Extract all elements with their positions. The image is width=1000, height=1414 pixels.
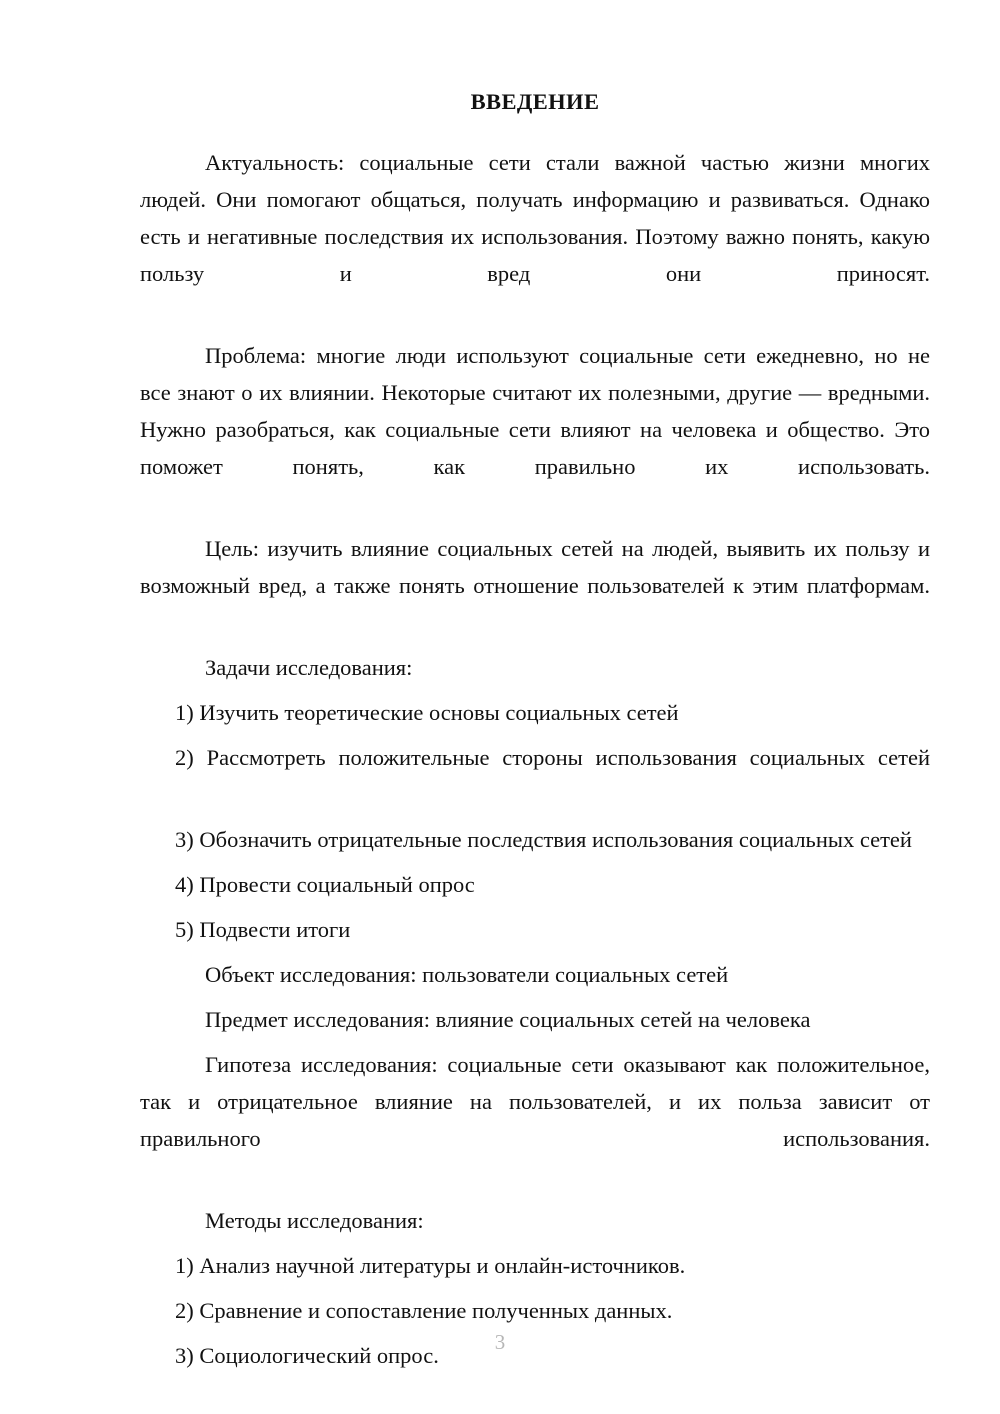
paragraph-relevance: Актуальность: социальные сети стали важной частью жизни многих людей. Они помогают общаться, получать информацию и развиваться. Однако есть и негативные последствия их использования. Поэтому важно понять, какую пользу и вред они приносят. <box>140 150 930 287</box>
task-item-2: 2) Рассмотреть положительные стороны использования социальных сетей <box>175 745 930 771</box>
method-item-3: 3) Социологический опрос. <box>175 1343 439 1369</box>
task-item-3: 3) Обозначить отрицательные последствия использования социальных сетей <box>175 827 912 853</box>
task-item-4: 4) Провести социальный опрос <box>175 872 475 898</box>
paragraph-problem: Проблема: многие люди используют социальные сети ежедневно, но не все знают о их влиянии. Некоторые считают их полезными, другие — вредными. Нужно разобраться, как социальные сети влияют на человека и общество. Это поможет понять, как правильно их использовать. <box>140 343 930 480</box>
tasks-heading: Задачи исследования: <box>205 655 413 681</box>
object-of-research: Объект исследования: пользователи социальных сетей <box>205 962 729 988</box>
methods-heading: Методы исследования: <box>205 1208 424 1234</box>
method-item-2: 2) Сравнение и сопоставление полученных данных. <box>175 1298 673 1324</box>
subject-of-research: Предмет исследования: влияние социальных сетей на человека <box>205 1007 811 1033</box>
paragraph-goal: Цель: изучить влияние социальных сетей на людей, выявить их пользу и возможный вред, а также понять отношение пользователей к этим платформам. <box>140 536 930 599</box>
page-title: ВВЕДЕНИЕ <box>470 89 600 114</box>
task-item-5: 5) Подвести итоги <box>175 917 351 943</box>
method-item-1: 1) Анализ научной литературы и онлайн-источников. <box>175 1253 686 1279</box>
paragraph-hypothesis: Гипотеза исследования: социальные сети оказывают как положительное, так и отрицательное влияние на пользователей, и их польза зависит от правильного использования. <box>140 1052 930 1152</box>
page-number: 3 <box>494 1330 506 1354</box>
document-body <box>140 88 930 1382</box>
task-item-1: 1) Изучить теоретические основы социальных сетей <box>175 700 679 726</box>
